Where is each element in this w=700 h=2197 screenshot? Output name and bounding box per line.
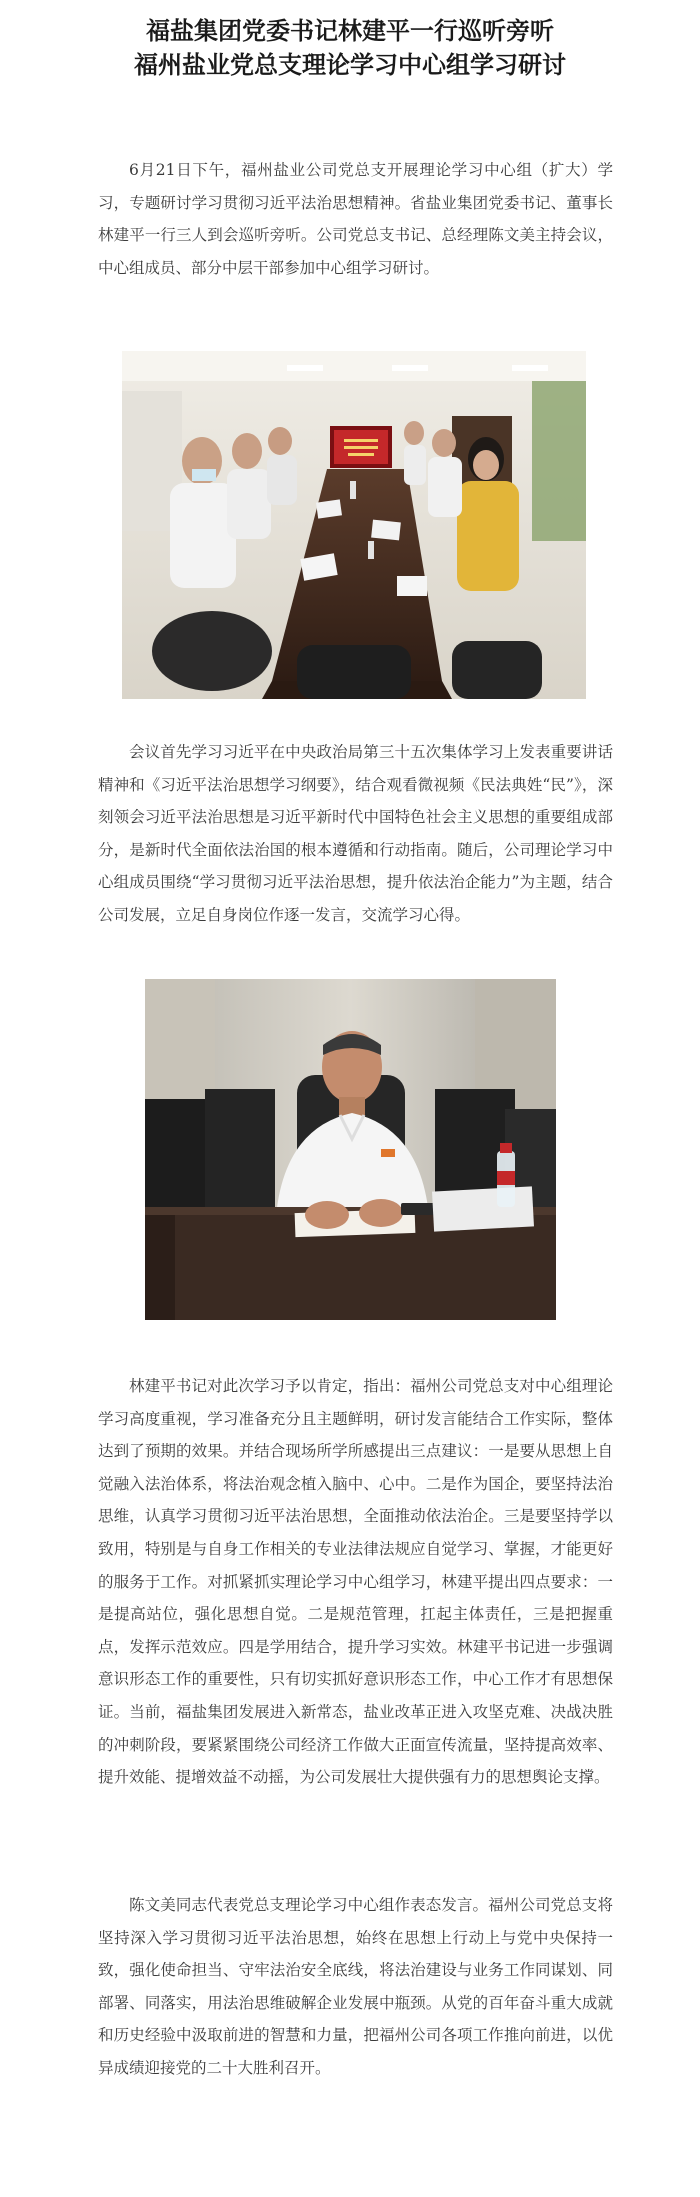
paragraph-commitment: 陈文美同志代表党总支理论学习中心组作表态发言。福州公司党总支将坚持深入学习贯彻习近平法治思想，始终在思想上行动上与党中央保持一致，强化使命担当、守牢法治安全底线，将法治建设与业务工作同谋划、同部署、同落实，用法治思维破解企业发展中瓶颈。从党的百年奋斗重大成就和历史经验中汲取前进的智慧和力量，把福州公司各项工作推向前进，以优异成绩迎接党的二十大胜利召开。 [98, 1896, 613, 2077]
article-title [0, 14, 700, 82]
paragraph-intro: 6月21日下午，福州盐业公司党总支开展理论学习中心组（扩大）学习，专题研讨学习贯彻习近平法治思想精神。省盐业集团党委书记、董事长林建平一行三人到会巡听旁听。公司党总支书记、总经理陈文美主持会议，中心组成员、部分中层干部参加中心组学习研讨。 [98, 161, 613, 277]
meeting-room-illustration [122, 351, 586, 699]
title-line-2: 福州盐业党总支理论学习中心组学习研讨 [134, 50, 566, 79]
paragraph-leader-remarks: 林建平书记对此次学习予以肯定，指出：福州公司党总支对中心组理论学习高度重视，学习准备充分且主题鲜明，研讨发言能结合工作实际，整体达到了预期的效果。并结合现场所学所感提出三点建议：一是要从思想上自觉融入法治体系，将法治观念植入脑中、心中。二是作为国企，要坚持法治思维，认真学习贯彻习近平法治思想，全面推动依法治企。三是要坚持学以致用，特别是与自身工作相关的专业法律法规应自觉学习、掌握，才能更好的服务于工作。对抓紧抓实理论学习中心组学习，林建平提出四点要求：一是提高站位，强化思想自觉。二是规范管理，扛起主体责任，三是把握重点，发挥示范效应。四是学用结合，提升学习实效。林建平书记进一步强调意识形态工作的重要性，只有切实抓好意识形态工作，中心工作才有思想保证。当前，福盐集团发展进入新常态，盐业改革正进入攻坚克难、决战决胜的冲刺阶段，要紧紧围绕公司经济工作做大正面宣传流量，坚持提高效率、提升效能、提增效益不动摇，为公司发展壮大提供强有力的思想舆论支撑。 [98, 1377, 613, 1787]
title-line-1: 福盐集团党委书记林建平一行巡听旁听 [146, 16, 554, 45]
speaker-illustration [145, 979, 556, 1320]
meeting-room-photo [122, 351, 586, 699]
paragraph-meeting-content: 会议首先学习习近平在中央政治局第三十五次集体学习上发表重要讲话精神和《习近平法治思想学习纲要》，结合观看微视频《民法典姓“民”》，深刻领会习近平法治思想是习近平新时代中国特色社会主义思想的重要组成部分，是新时代全面依法治国的根本遵循和行动指南。随后，公司理论学习中心组成员围绕“学习贯彻习近平法治思想，提升依法治企能力”为主题，结合公司发展，立足自身岗位作逐一发言，交流学习心得。 [98, 743, 613, 924]
speaker-photo [145, 979, 556, 1320]
